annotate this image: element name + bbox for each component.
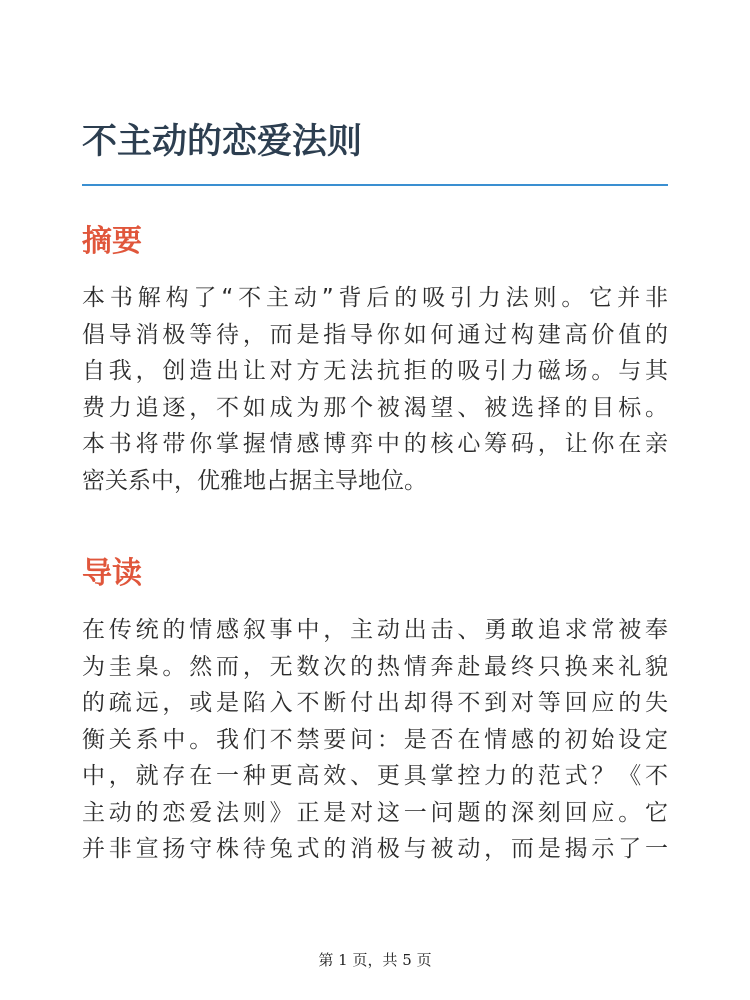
intro-paragraph <box>82 612 668 868</box>
paragraph-line: 的疏远，或是陷入不断付出却得不到对等回应的失 <box>82 690 668 716</box>
paragraph-line: 倡导消极等待，而是指导你如何通过构建高价值的 <box>82 321 668 348</box>
abstract-paragraph <box>82 280 668 499</box>
paragraph-line: 主动的恋爱法则》正是对这一问题的深刻回应。它 <box>82 799 668 826</box>
paragraph-line: 并非宣扬守株待兔式的消极与被动，而是揭示了一 <box>82 836 668 862</box>
page-title: 不主动的恋爱法则 <box>82 122 363 162</box>
paragraph-line: 为圭臬。然而，无数次的热情奔赴最终只换来礼貌 <box>82 653 668 680</box>
paragraph-line: 衡关系中。我们不禁要问：是否在情感的初始设定 <box>82 726 668 753</box>
title-divider <box>82 184 668 186</box>
paragraph-line: 自我，创造出让对方无法抗拒的吸引力磁场。与其 <box>82 358 668 384</box>
document-page <box>82 0 668 1000</box>
paragraph-line: 在传统的情感叙事中，主动出击、勇敢追求常被奉 <box>82 617 668 643</box>
paragraph-line: 中，就存在一种更高效、更具掌控力的范式？《不 <box>82 763 668 789</box>
paragraph-line: 本书解构了“不主动”背后的吸引力法则。它并非 <box>82 285 668 311</box>
paragraph-line: 费力追逐，不如成为那个被渴望、被选择的目标。 <box>82 394 668 421</box>
section-heading-intro: 导读 <box>82 556 142 591</box>
paragraph-line: 本书将带你掌握情感博弈中的核心筹码，让你在亲 <box>82 431 668 457</box>
paragraph-line: 密关系中，优雅地占据主导地位。 <box>82 467 427 494</box>
page-number-footer: 第 1 页，共 5 页 <box>318 951 432 969</box>
section-heading-abstract: 摘要 <box>82 224 142 259</box>
